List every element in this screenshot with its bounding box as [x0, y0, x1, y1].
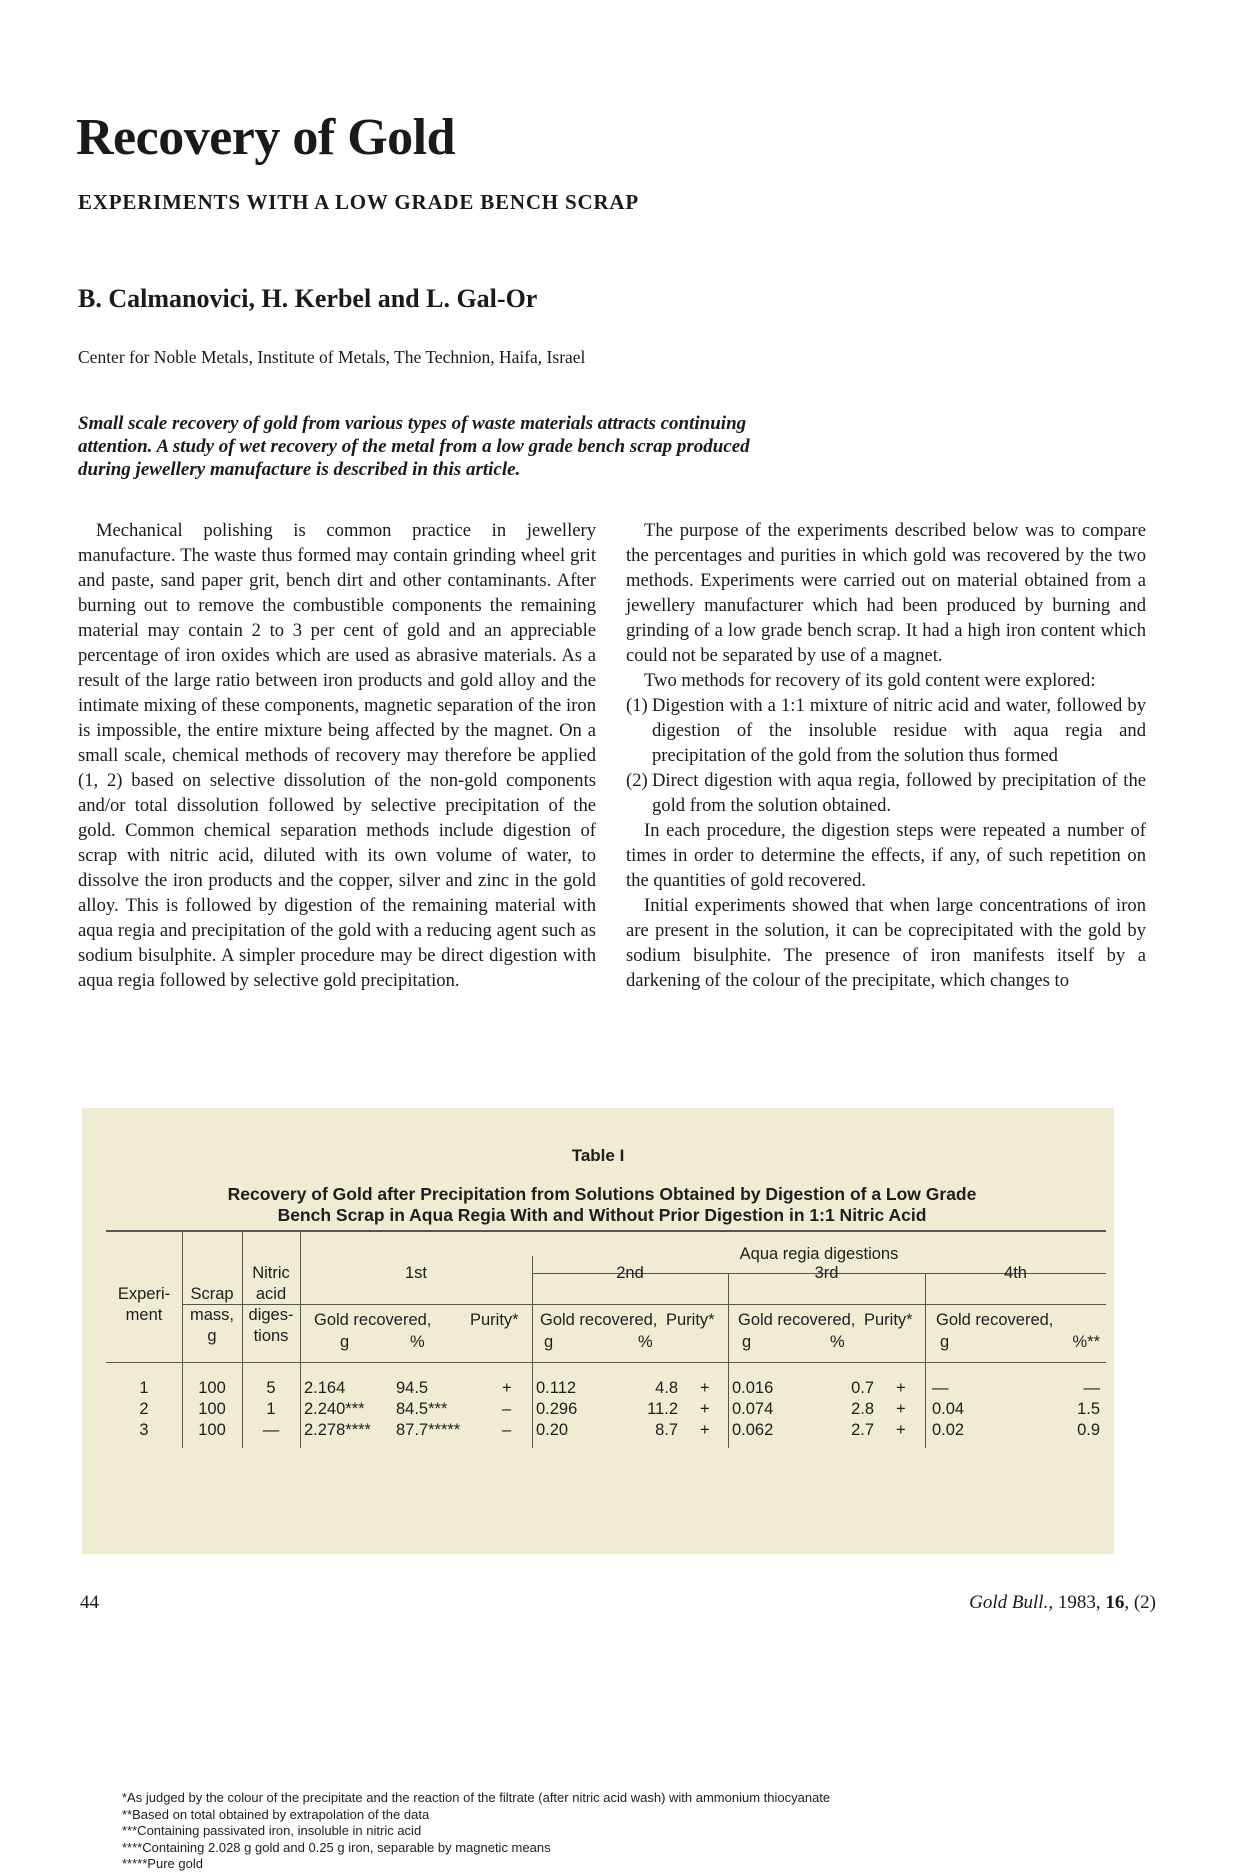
column-header-4th: 4th	[1004, 1264, 1027, 1282]
subheader-gold-recovered: Gold recovered,	[314, 1311, 432, 1329]
method-number: (2)	[626, 770, 648, 791]
subheader-unit-pct: %	[830, 1333, 845, 1351]
table-caption: Recovery of Gold after Precipitation from Solutions Obtained by Digestion of a Low Grade Bench Scrap in Aqua Regia With and Without Prior Digestion in 1:1 Nitric Acid	[227, 1184, 977, 1225]
body-paragraph: The purpose of the experiments described below was to compare the percentages and purities in which gold was recovered by the two methods. Experiments were carried out on material obtained from a jewellery manufacturer which had been produced by burning and grinding of a low grade bench scrap. It had a high iron content which could not be separated by use of a magnet.	[626, 520, 1146, 666]
cell-sign-2nd: +	[700, 1421, 710, 1439]
subheader-gold-recovered: Gold recovered,	[738, 1311, 856, 1329]
cell-gold-1st: 2.278****	[304, 1421, 371, 1439]
subheader-unit-g: g	[742, 1333, 752, 1351]
method-text: Digestion with a 1:1 mixture of nitric acid and water, followed by digestion of the insoluble residue with aqua regia and precipitation of the gold from the solution thus formed	[652, 695, 1146, 766]
journal-year: , 1983,	[1048, 1592, 1106, 1613]
method-item	[626, 768, 1146, 818]
methods-list	[626, 693, 1146, 818]
body-paragraph: Mechanical polishing is common practice in jewellery manufacture. The waste thus formed may contain grinding wheel grit and paste, sand paper grit, bench dirt and other contaminants. After burning out to remove the combustible components the remaining material may contain 2 to 3 per cent of gold and an appreciable percentage of iron oxides which are used as abrasive materials. As a result of the large ratio between iron products and gold alloy and the intimate mixing of these components, magnetic separation of the iron is impossible, the entire mixture being affected by the magnet. On a small scale, chemical methods of recovery may therefore be applied (1, 2) based on selective dissolution of the non-gold components and/or total dissolution followed by selective precipitation of the gold. Common chemical separation methods include digestion of scrap with nitric acid, diluted with its own volume of water, to dissolve the iron products and the copper, silver and zinc in the gold alloy. This is followed by digestion of the remaining material with aqua regia and precipitation of the gold with a reducing agent such as sodium bisulphite. A simpler procedure may be direct digestion with aqua regia followed by selective gold precipitation.	[78, 520, 596, 991]
subheader-gold-recovered: Gold recovered,	[936, 1311, 1054, 1329]
subheader-unit-g: g	[940, 1333, 950, 1351]
table-label: Table I	[571, 1146, 625, 1165]
table-rule	[182, 1304, 1106, 1305]
cell-gold-4th: 0.02	[932, 1421, 965, 1439]
cell-purity-3rd: 0.7	[851, 1379, 874, 1397]
cell-sign-1st: –	[502, 1421, 512, 1439]
subheader-unit-g: g	[340, 1333, 350, 1351]
body-paragraph: Initial experiments showed that when large concentrations of iron are present in the solution, it can be coprecipitated with the gold by sodium bisulphite. The presence of iron manifests itself by a darkening of the colour of the precipitate, which changes to	[626, 895, 1146, 991]
authors: B. Calmanovici, H. Kerbel and L. Gal-Or	[78, 284, 538, 313]
table-footnote: ****Containing 2.028 g gold and 0.25 g iron, separable by magnetic means	[122, 1839, 551, 1855]
cell-sign-3rd: +	[896, 1379, 906, 1397]
cell-nitric: —	[262, 1421, 280, 1439]
cell-purity-4th: 1.5	[1077, 1400, 1100, 1418]
column-header-1st: 1st	[404, 1264, 427, 1282]
cell-scrap-mass: 100	[198, 1379, 226, 1397]
cell-gold-2nd: 0.296	[536, 1400, 578, 1418]
cell-purity-4th: —	[1083, 1379, 1100, 1397]
body-column-right	[626, 518, 1146, 993]
cell-experiment: 2	[139, 1400, 149, 1418]
method-number: (1)	[626, 695, 648, 716]
cell-purity-1st: 94.5	[396, 1379, 429, 1397]
body-paragraph: In each procedure, the digestion steps were repeated a number of times in order to determine the effects, if any, of such repetition on the quantities of gold recovered.	[626, 820, 1146, 891]
table-footnote: *****Pure gold	[122, 1856, 203, 1871]
table-rule	[106, 1362, 1106, 1363]
cell-sign-2nd: +	[700, 1379, 710, 1397]
journal-volume: 16	[1105, 1592, 1125, 1613]
cell-sign-3rd: +	[896, 1421, 906, 1439]
cell-nitric: 5	[266, 1379, 276, 1397]
cell-gold-3rd: 0.062	[732, 1421, 774, 1439]
cell-gold-1st: 2.240***	[304, 1400, 365, 1418]
cell-purity-2nd: 11.2	[647, 1400, 678, 1418]
subheader-unit-pct: %	[410, 1333, 425, 1351]
table-vline	[728, 1273, 729, 1448]
column-header-scrap-mass: Scrap mass, g	[189, 1285, 234, 1345]
cell-gold-2nd: 0.112	[536, 1379, 577, 1397]
table-rule	[106, 1231, 1106, 1232]
subheader-purity: Purity*	[470, 1311, 519, 1329]
subheader-purity: Purity*	[864, 1311, 913, 1329]
method-item	[626, 693, 1146, 768]
cell-sign-3rd: +	[896, 1400, 906, 1418]
body-paragraph: Two methods for recovery of its gold content were explored:	[644, 670, 1096, 691]
article-title: Recovery of Gold	[76, 109, 456, 166]
cell-purity-2nd: 8.7	[655, 1421, 678, 1439]
subheader-purity: Purity*	[666, 1311, 715, 1329]
table-footnote: ***Containing passivated iron, insoluble in nitric acid	[122, 1823, 422, 1838]
cell-scrap-mass: 100	[198, 1400, 226, 1418]
cell-scrap-mass: 100	[198, 1421, 226, 1439]
cell-purity-3rd: 2.7	[851, 1421, 874, 1439]
table-footnote: *As judged by the colour of the precipitate and the reaction of the filtrate (after nitric acid wash) with ammonium thiocyanate	[122, 1790, 831, 1805]
cell-nitric: 1	[266, 1400, 276, 1418]
subheader-gold-recovered: Gold recovered,	[540, 1311, 658, 1329]
cell-gold-1st: 2.164	[304, 1379, 346, 1397]
column-header-nitric-digestions: Nitric acid diges- tions	[248, 1264, 294, 1345]
table-vline	[532, 1256, 533, 1448]
column-header-2nd: 2nd	[616, 1264, 644, 1282]
article-subtitle: EXPERIMENTS WITH A LOW GRADE BENCH SCRAP	[78, 190, 639, 214]
cell-experiment: 3	[139, 1421, 149, 1439]
column-header-aqua-regia: Aqua regia digestions	[739, 1245, 899, 1263]
journal-issue: , (2)	[1124, 1592, 1156, 1613]
table-footnote: **Based on total obtained by extrapolation of the data	[122, 1806, 430, 1822]
column-header-experiment: Experi- ment	[117, 1285, 171, 1324]
cell-purity-1st: 87.7*****	[396, 1421, 461, 1439]
cell-experiment: 1	[139, 1379, 149, 1397]
cell-purity-1st: 84.5***	[396, 1400, 448, 1418]
subheader-unit-pct-4th: %**	[1072, 1333, 1100, 1351]
cell-gold-3rd: 0.074	[732, 1400, 774, 1418]
table-vline	[925, 1273, 926, 1448]
cell-purity-3rd: 2.8	[851, 1400, 874, 1418]
journal-citation	[969, 1592, 1156, 1614]
cell-gold-4th: 0.04	[932, 1400, 965, 1418]
column-header-3rd: 3rd	[814, 1264, 839, 1282]
affiliation: Center for Noble Metals, Institute of Metals, The Technion, Haifa, Israel	[78, 347, 586, 367]
cell-gold-2nd: 0.20	[536, 1421, 569, 1439]
cell-sign-2nd: +	[700, 1400, 710, 1418]
cell-sign-1st: –	[502, 1400, 512, 1418]
method-text: Direct digestion with aqua regia, followed by precipitation of the gold from the solution obtained.	[652, 770, 1146, 816]
subheader-unit-g: g	[544, 1333, 554, 1351]
subheader-unit-pct: %	[638, 1333, 653, 1351]
cell-sign-1st: +	[502, 1379, 512, 1397]
journal-name: Gold Bull.	[969, 1592, 1049, 1613]
cell-gold-4th: —	[932, 1379, 949, 1397]
cell-gold-3rd: 0.016	[732, 1379, 774, 1397]
cell-purity-2nd: 4.8	[655, 1379, 678, 1397]
page-number: 44	[80, 1592, 99, 1613]
body-column-left	[78, 518, 596, 993]
cell-purity-4th: 0.9	[1077, 1421, 1100, 1439]
table-footnotes	[122, 1790, 1082, 1873]
abstract: Small scale recovery of gold from various types of waste materials attracts continuing attention. A study of wet recovery of the metal from a low grade bench scrap produced during jewellery manufacture is described in this article.	[78, 413, 750, 480]
